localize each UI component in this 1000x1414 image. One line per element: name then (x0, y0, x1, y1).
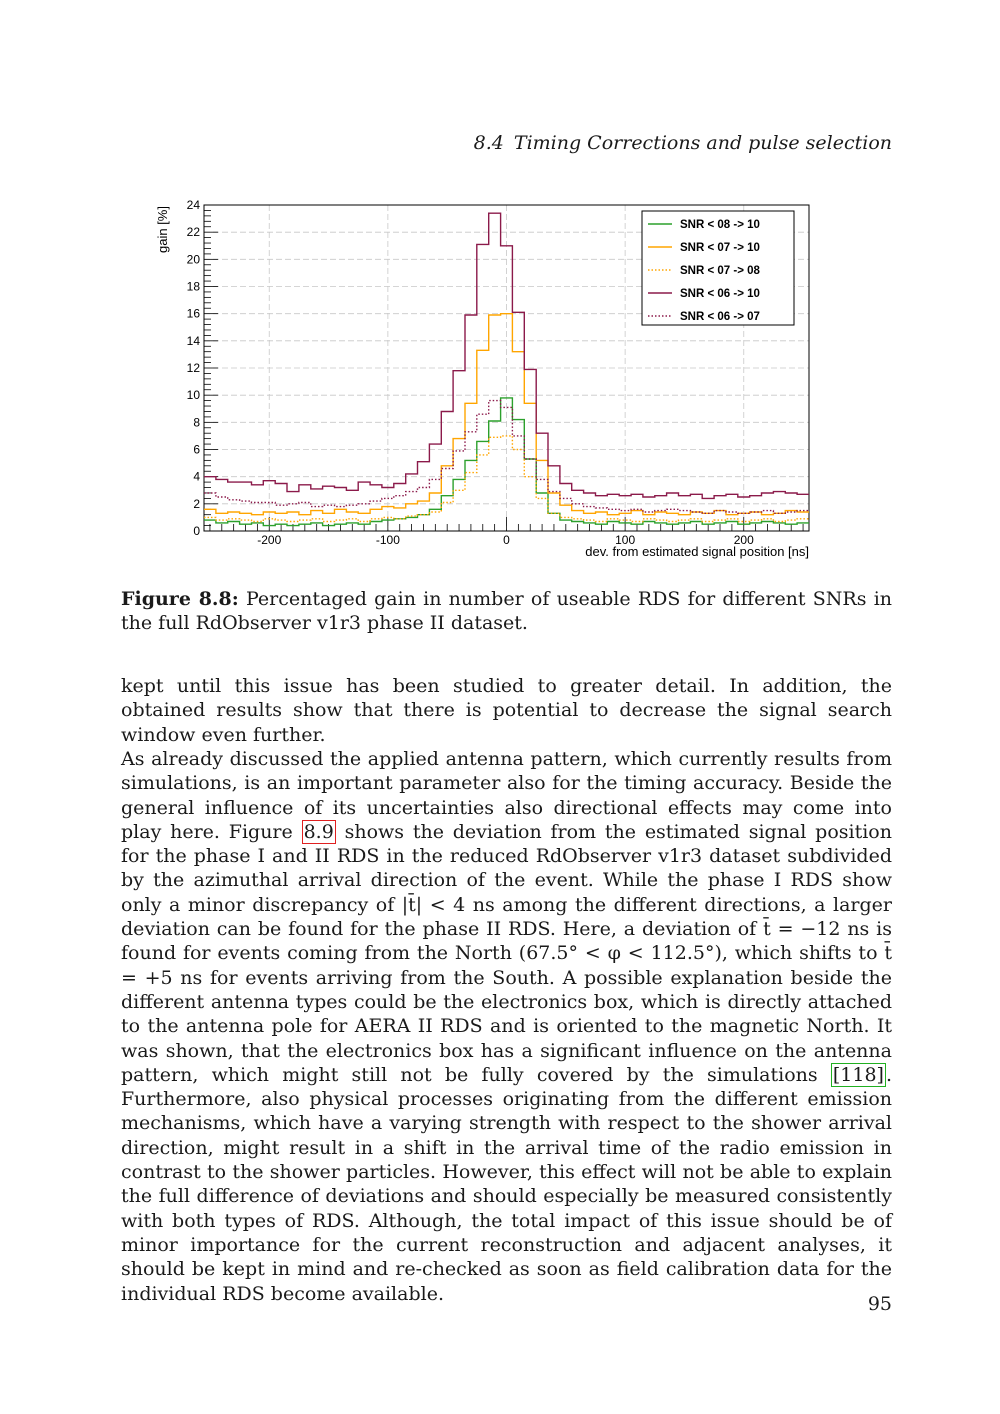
y-tick-label-3: 6 (193, 442, 200, 457)
legend-label-4: SNR < 06 -> 07 (680, 311, 760, 323)
chart-legend (642, 211, 794, 325)
y-tick-label-12: 24 (186, 198, 200, 212)
running-header (474, 132, 892, 154)
legend-label-3: SNR < 06 -> 10 (680, 288, 760, 300)
x-axis-label: dev. from estimated signal position [ns] (585, 544, 809, 559)
section-title: Timing Corrections and pulse selection (513, 132, 892, 154)
page-number: 95 (867, 1293, 892, 1315)
paragraph-2-text-b: shows the deviation from the estimated signal position for the phase I and II RDS in the reduced RdObserver v1r3 dataset subdivided by the azimuthal arrival direction of the event. While the phase I RDS show only a minor discrepancy of |t̄| < 4 ns among the different directions, a larger deviation can be found for the phase II RDS. Here, a deviation of t̄ = −12 ns is found for events coming from the North (67.5° < φ < 112.5°), which shifts to t̄ = +5 ns for events arriving from the South. A possible explanation beside the different antenna types could be the electronics box, which is directly attached to the antenna pole for AERA II RDS and is oriented to the magnetic North. It was shown, that the electronics box has a significant influence on the antenna pattern, which might still not be fully covered by the simulations (121, 820, 892, 1086)
y-tick-label-5: 10 (186, 388, 200, 403)
y-tick-label-9: 18 (186, 279, 200, 294)
y-tick-label-7: 14 (186, 333, 200, 348)
figure-caption-text: Percentaged gain in number of useable RDS for different SNRs in the full RdObserver v1r3 phase II dataset. (121, 588, 893, 634)
paragraph-2 (121, 747, 892, 1306)
x-tick-label-3: 100 (615, 533, 636, 547)
y-tick-label-11: 22 (186, 225, 200, 240)
citation-link[interactable]: [118] (832, 1063, 884, 1086)
legend-label-2: SNR < 07 -> 08 (680, 265, 760, 277)
y-tick-label-6: 12 (186, 361, 200, 375)
y-tick-label-1: 2 (193, 496, 200, 511)
x-tick-label-4: 200 (733, 533, 754, 547)
section-number: 8.4 (473, 132, 504, 154)
figure-reference-link[interactable]: 8.9 (303, 820, 334, 843)
x-tick-label-1: -100 (375, 533, 400, 547)
x-tick-label-2: 0 (503, 533, 510, 547)
y-tick-label-4: 8 (193, 415, 200, 430)
y-tick-label-0: 0 (193, 524, 200, 538)
paragraph-2-text-c: . Furthermore, also physical processes originating from the different emission mechanisms, which have a varying strength with respect to the shower arrival direction, might result in a shift in the arrival time of the radio emission in contrast to the shower particles. However, this effect will not be able to explain the full difference of deviations and should especially be measured consistently with both types of RDS. Although, the total impact of this issue should be of minor importance for the current reconstruction and adjacent analyses, it should be kept in mind and re-checked as soon as field calibration data for the individual RDS become available. (121, 1063, 892, 1305)
legend-label-0: SNR < 08 -> 10 (680, 219, 760, 231)
x-tick-label-0: -200 (257, 533, 282, 547)
y-tick-label-8: 16 (186, 306, 200, 321)
y-axis-label: gain [%] (155, 206, 170, 253)
y-tick-label-10: 20 (186, 252, 200, 267)
paragraph-2-text-a: As already discussed the applied antenna pattern, which currently results from simulations, is an important parameter also for the timing accuracy. Beside the general influence of its uncertainties also directional effects may come into play here. Figure (121, 748, 892, 843)
y-tick-label-2: 4 (193, 469, 200, 484)
figure-caption (121, 587, 892, 635)
gain-histogram-chart (150, 195, 820, 567)
paragraph-1: kept until this issue has been studied to greater detail. In addition, the obtained results show that there is potential to decrease the signal search window even further. (121, 675, 892, 746)
figure-label: Figure 8.8: (121, 588, 239, 610)
legend-label-1: SNR < 07 -> 10 (680, 242, 760, 254)
